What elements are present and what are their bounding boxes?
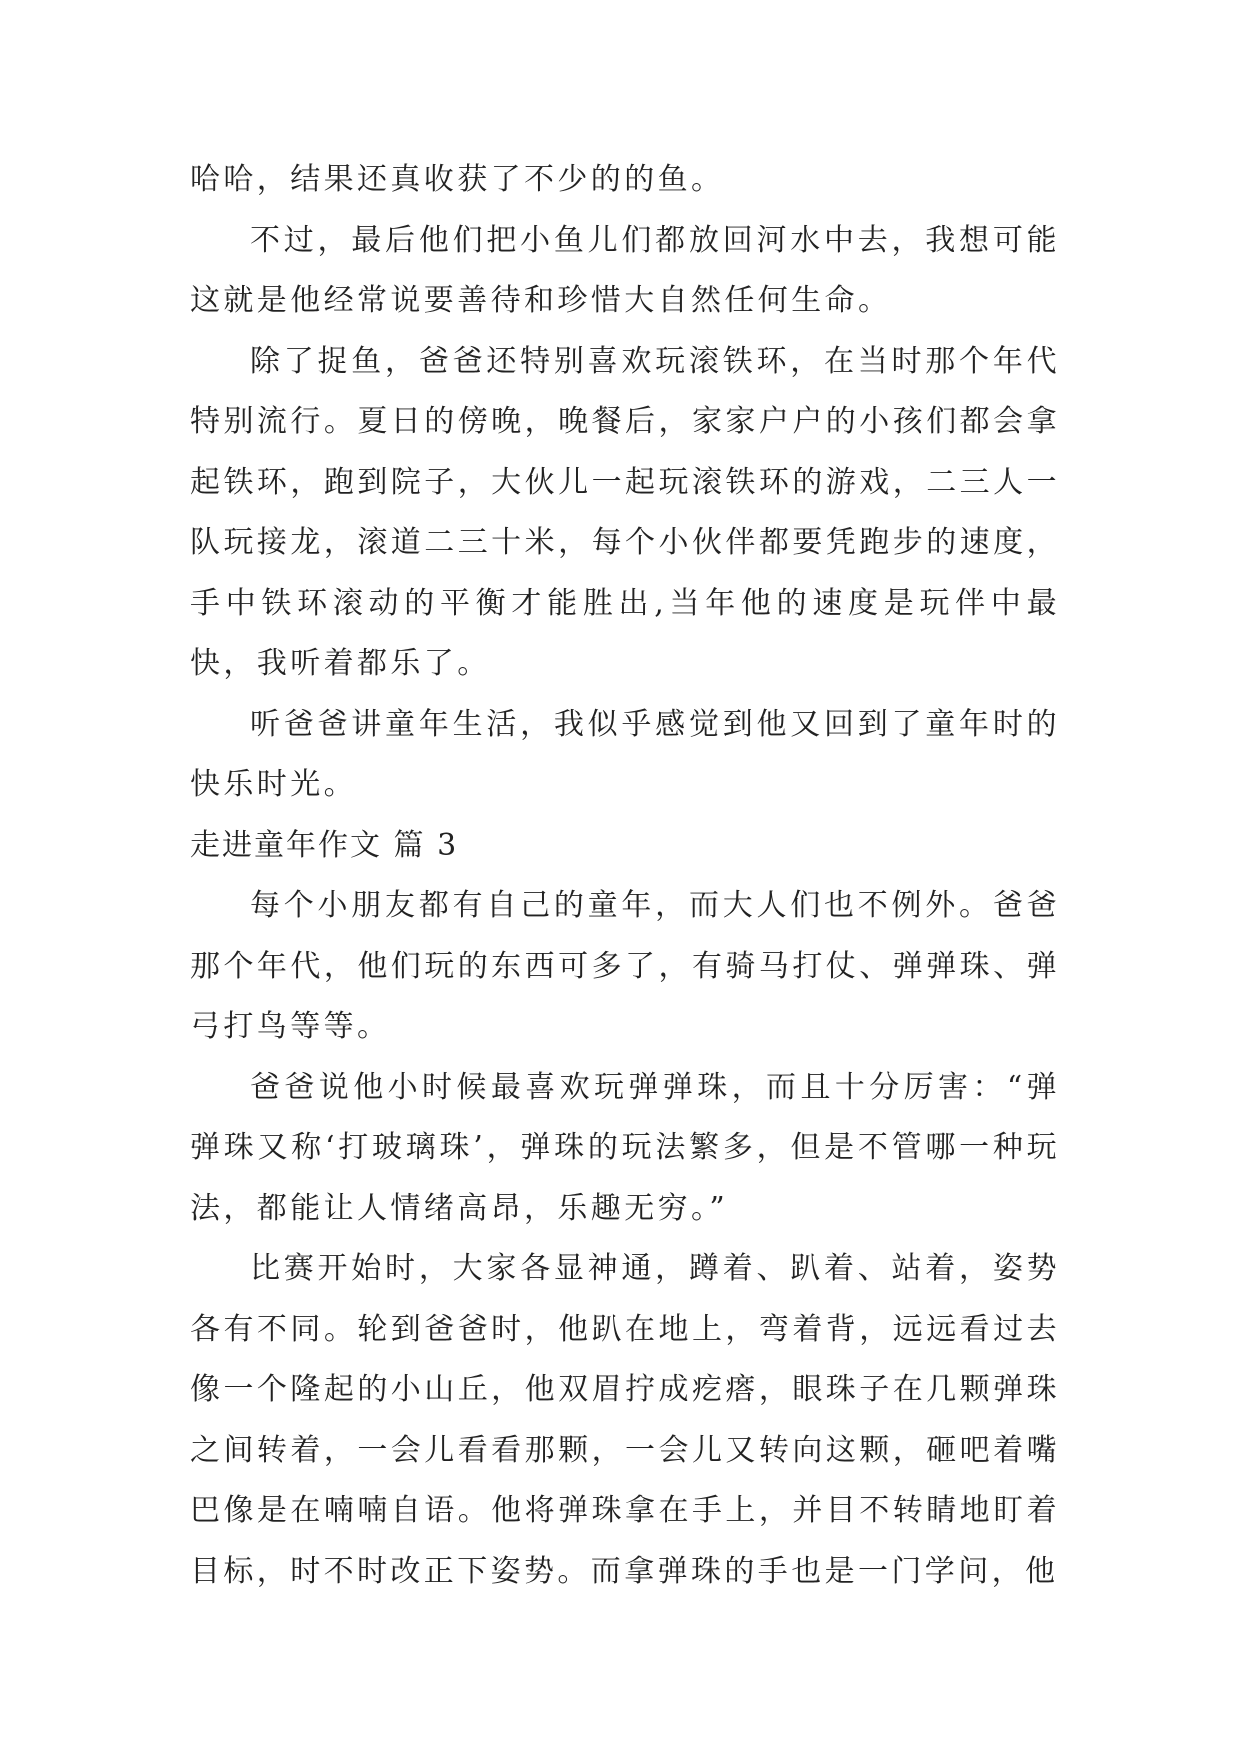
paragraph: 除了捉鱼，爸爸还特别喜欢玩滚铁环，在当时那个年代特别流行。夏日的傍晚，晚餐后，家家户户的小孩们都会拿起铁环，跑到院子，大伙儿一起玩滚铁环的游戏，二三人一队玩接龙，滚道二三十米，每个小伙伴都要凭跑步的速度，手中铁环滚动的平衡才能胜出,当年他的速度是玩伴中最快，我听着都乐了。 [190, 343, 1060, 681]
section-heading: 走进童年作文 篇 3 [190, 827, 459, 863]
paragraph: 不过，最后他们把小鱼儿们都放回河水中去，我想可能这就是他经常说要善待和珍惜大自然任何生命。 [190, 222, 1060, 318]
paragraph: 爸爸说他小时候最喜欢玩弹弹珠，而且十分厉害：“弹弹珠又称‘打玻璃珠’，弹珠的玩法繁多，但是不管哪一种玩法，都能让人情绪高昂，乐趣无穷。” [190, 1069, 1060, 1226]
paragraph: 每个小朋友都有自己的童年，而大人们也不例外。爸爸那个年代，他们玩的东西可多了，有骑马打仗、弹弹珠、弹弓打鸟等等。 [190, 888, 1060, 1044]
document-body [190, 150, 1060, 1602]
paragraph-continuation: 哈哈，结果还真收获了不少的的鱼。 [190, 162, 725, 197]
paragraph: 比赛开始时，大家各显神通，蹲着、趴着、站着，姿势各有不同。轮到爸爸时，他趴在地上，弯着背，远远看过去像一个隆起的小山丘，他双眉拧成疙瘩，眼珠子在几颗弹珠之间转着，一会儿看看那颗，一会儿又转向这颗，砸吧着嘴巴像是在喃喃自语。他将弹珠拿在手上，并目不转睛地盯着目标，时不时改正下姿势。而拿弹珠的手也是一门学问，他 [190, 1251, 1060, 1589]
paragraph: 听爸爸讲童年生活，我似乎感觉到他又回到了童年时的快乐时光。 [190, 706, 1060, 802]
